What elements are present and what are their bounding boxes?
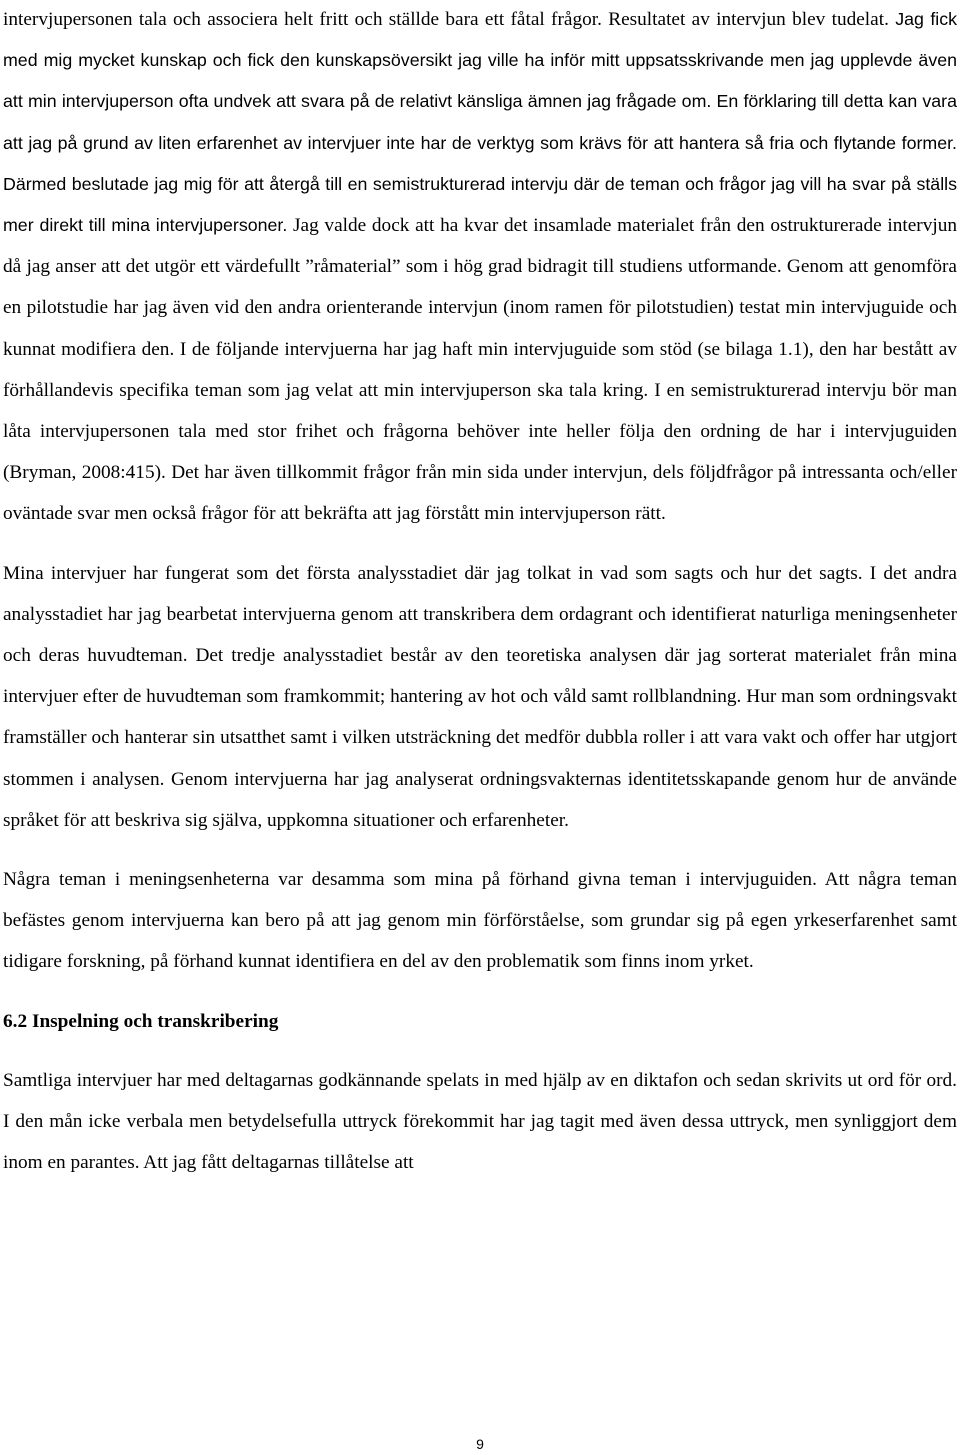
section-heading-title: Inspelning och transkribering: [31, 1010, 279, 1032]
paragraph-1-segment-3: Jag valde dock att ha kvar det insamlade materialet från den ostrukturerade intervjun då jag anser att det utgör ett värdefullt ”råmaterial” som i hög grad bidragit till studiens utformande. Genom att genomföra en pilotstudie har jag även vid den andra orienterande intervjun (inom ramen för pilotstudien) testat min intervjuguide och kunnat modifiera den. I de följande intervjuerna har jag haft min intervjuguide som stöd (se bilaga 1.1), den har bestått av förhållandevis specifika teman som jag velat att min intervjuperson ska tala kring. I en semistrukturerad intervju bör man låta intervjupersonen tala med stor frihet och frågorna behöver inte heller följa den ordning de har i intervjuguiden (Bryman, 2008:415). Det har även tillkommit frågor från min sida under intervjun, dels följdfrågor på intressanta och/eller oväntade svar men också frågor för att bekräfta att jag förstått min intervjuperson rätt.: [3, 215, 958, 525]
page-number: 9: [476, 1436, 484, 1452]
paragraph-3-text: Några teman i meningsenheterna var desamma som mina på förhand givna teman i intervjuguiden. Att några teman befästes genom intervjuerna kan bero på att jag genom min förförståelse, som grundar sig på egen yrkeserfarenhet samt tidigare forskning, på förhand kunnat identifiera en del av den problematik som finns inom yrket.: [3, 869, 957, 973]
paragraph-2-text: Mina intervjuer har fungerat som det första analysstadiet där jag tolkat in vad som sagts och hur det sagts. I det andra analysstadiet har jag bearbetat intervjuerna genom att transkribera dem ordagrant och identifierat naturliga meningsenheter och deras huvudteman. Det tredje analysstadiet består av den teoretiska analysen där jag sorterat materialet från mina intervjuer efter de huvudteman som framkommit; hantering av hot och våld samt rollblandning. Hur man som ordningsvakt framställer och hanterar sin utsatthet samt i vilken utsträckning det medför dubbla roller i att vara vakt och offer har utgjort stommen i analysen. Genom intervjuerna har jag analyserat ordningsvakternas identitetsskapande genom hur de använde språket för att beskriva sig själva, uppkomna situationer och erfarenheter.: [3, 562, 957, 831]
paragraph-1-segment-1: intervjupersonen tala och associera helt fritt och ställde bara ett fåtal frågor. Resultatet av intervjun blev tudelat.: [3, 9, 896, 30]
section-heading-number: 6.2: [3, 1010, 28, 1032]
paragraph-4: [3, 1060, 957, 1184]
document-page: [3, 0, 957, 1183]
paragraph-2: [3, 553, 957, 841]
paragraph-3: [3, 859, 957, 983]
paragraph-1: [3, 0, 957, 535]
paragraph-4-text: Samtliga intervjuer har med deltagarnas godkännande spelats in med hjälp av en diktafon och sedan skrivits ut ord för ord. I den mån icke verbala men betydelsefulla uttryck förekommit har jag tagit med även dessa uttryck, men synliggjort dem inom en parantes. Att jag fått deltagarnas tillåtelse att: [3, 1069, 957, 1174]
section-heading: [3, 1001, 957, 1042]
paragraph-1-segment-2: Jag fick med mig mycket kunskap och fick den kunskapsöversikt jag ville ha inför mitt uppsatsskrivande men jag upplevde även att min intervjuperson ofta undvek att svara på de relativt känsliga ämnen jag frågade om. En förklaring till detta kan vara att jag på grund av liten erfarenhet av intervjuer inte har de verktyg som krävs för att hantera så fria och flytande former. Därmed beslutade jag mig för att återgå till en semistrukturerad intervju där de teman och frågor jag vill ha svar på ställs mer direkt till mina intervjupersoner.: [3, 9, 957, 236]
